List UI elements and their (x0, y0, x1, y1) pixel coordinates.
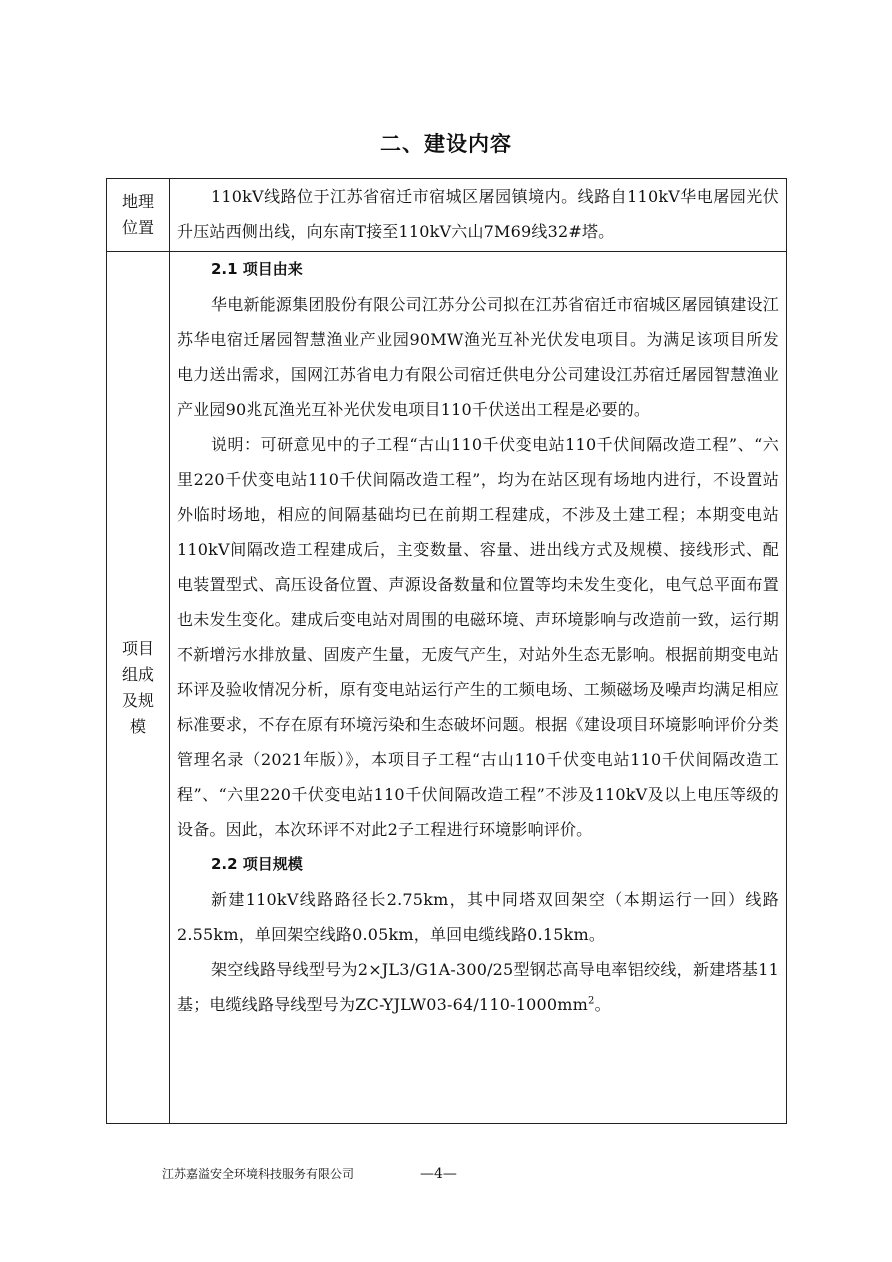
paragraph-conductor (177, 952, 779, 1022)
page-title: 二、建设内容 (380, 132, 512, 156)
period: 。 (594, 995, 611, 1014)
content-table (106, 178, 787, 1124)
location-text: 110kV线路位于江苏省宿迁市宿城区屠园镇境内。线路自110kV华电屠园光伏升压站西侧出线，向东南T接至110kV六山7M69线32#塔。 (177, 187, 779, 241)
paragraph-note: 说明：可研意见中的子工程“古山110千伏变电站110千伏间隔改造工程”、“六里220千伏变电站110千伏间隔改造工程”，均为在站区现有场地内进行，不设置站外临时场地，相应的间隔基础均已在前期工程建成，不涉及土建工程；本期变电站110kV间隔改造工程建成后，主变数量、容量、进出线方式及规模、接线形式、配电装置型式、高压设备位置、声源设备数量和位置等均未发生变化，电气总平面布置也未发生变化。建成后变电站对周围的电磁环境、声环境影响与改造前一致，运行期不新增污水排放量、固废产生量，无废气产生，对站外生态无影响。根据前期变电站环评及验收情况分析，原有变电站运行产生的工频电场、工频磁场及噪声均满足相应标准要求，不存在原有环境污染和生态破坏问题。根据《建设项目环境影响评价分类管理名录（2021年版）》，本项目子工程“古山110千伏变电站110千伏间隔改造工程”、“六里220千伏变电站110千伏间隔改造工程”不涉及110kV及以上电压等级的设备。因此，本次环评不对此2子工程进行环境影响评价。 (177, 435, 779, 839)
composition-cell (170, 252, 787, 1124)
label-text: 项目 组成 及规 模 (121, 638, 154, 736)
row-label-location (107, 179, 170, 252)
paragraph-scale-line: 新建110kV线路路径长2.75km，其中同塔双回架空（本期运行一回）线路2.55km，单回架空线路0.05km，单回电缆线路0.15km。 (177, 890, 779, 944)
label-text: 地理 位置 (121, 192, 154, 237)
section-heading-scale: 2.2 项目规模 (211, 855, 303, 873)
paragraph-origin: 华电新能源集团股份有限公司江苏分公司拟在江苏省宿迁市宿城区屠园镇建设江苏华电宿迁屠园智慧渔业产业园90MW渔光互补光伏发电项目。为满足该项目所发电力送出需求，国网江苏省电力有限公司宿迁供电分公司建设江苏宿迁屠园智慧渔业产业园90兆瓦渔光互补光伏发电项目110千伏送出工程是必要的。 (177, 295, 779, 419)
footer-company: 江苏嘉溢安全环境科技服务有限公司 (162, 1167, 355, 1181)
page-number: —4— (420, 1166, 457, 1182)
conductor-text: 架空线路导线型号为2×JL3/G1A-300/25型钢芯高导电率铝绞线，新建塔基11基；电缆线路导线型号为ZC-YJLW03-64/110-1000mm (177, 960, 779, 1014)
row-label-composition (107, 252, 170, 1124)
location-cell (170, 179, 787, 252)
superscript: 2 (588, 995, 595, 1007)
section-heading-origin: 2.1 项目由来 (211, 260, 303, 278)
table-row-composition (107, 252, 787, 1124)
table-row-location (107, 179, 787, 252)
